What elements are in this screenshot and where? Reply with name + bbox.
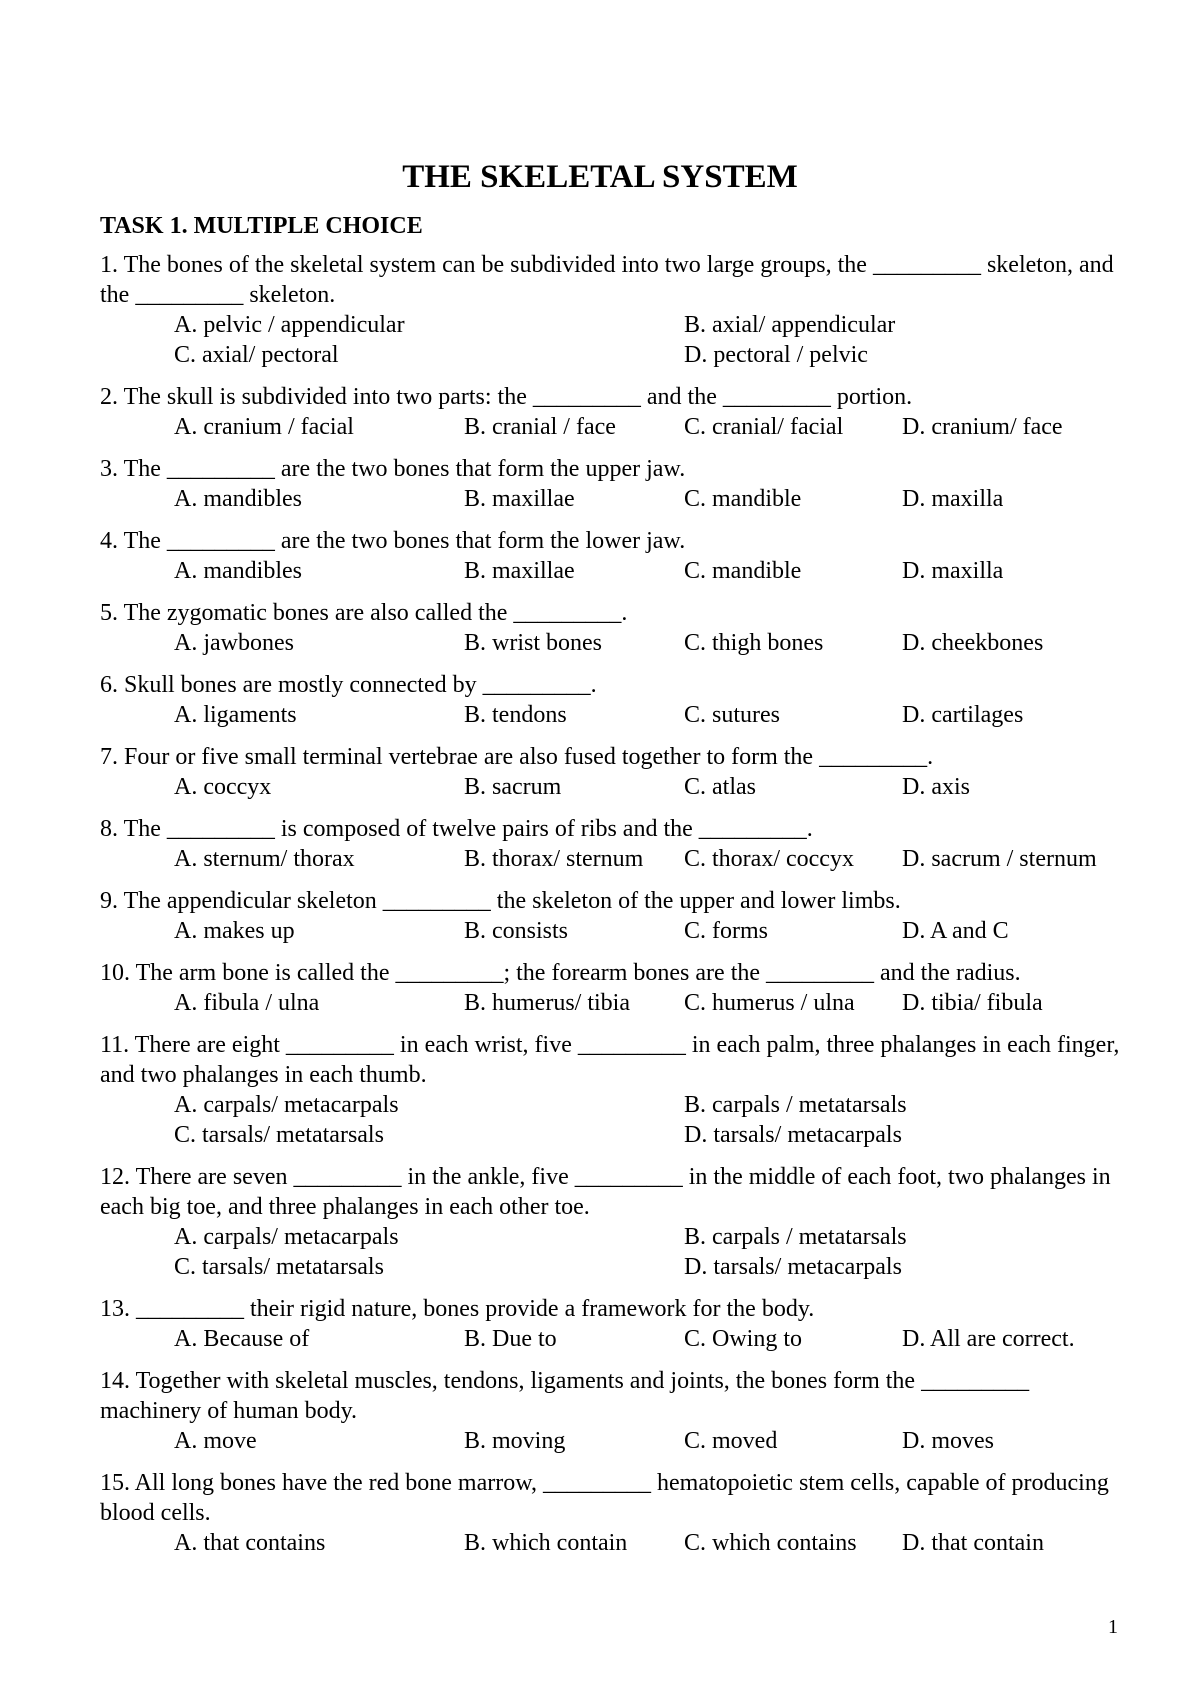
question-stem: 8. The _________ is composed of twelve pairs of ribs and the _________. [100,816,813,842]
answer-option-a: A. jawbones [174,630,294,656]
answer-option-c: C. moved [684,1428,778,1454]
answer-option-c: C. which contains [684,1530,857,1556]
question-stem: 3. The _________ are the two bones that form the upper jaw. [100,456,686,482]
question-stem: 1. The bones of the skeletal system can be subdivided into two large groups, the _________ skeleton, and the _________ skeleton. [100,252,1114,308]
page-title: THE SKELETAL SYSTEM [402,159,798,195]
question-stem: 4. The _________ are the two bones that form the lower jaw. [100,528,686,554]
answer-option-c: C. cranial/ facial [684,414,844,440]
answer-option-b: B. maxillae [464,558,575,584]
answer-option-d: D. pectoral / pelvic [684,342,868,368]
question-stem: 10. The arm bone is called the _________; the forearm bones are the _________ and the radius. [100,960,1021,986]
answer-option-c: C. axial/ pectoral [174,342,339,368]
answer-options [100,1426,1130,1456]
question-list [100,250,1130,1570]
answer-option-b: B. cranial / face [464,414,616,440]
question-stem: 5. The zygomatic bones are also called the _________. [100,600,628,626]
answer-option-a: A. pelvic / appendicular [174,312,405,338]
answer-option-d: D. cheekbones [902,630,1044,656]
answer-option-c: C. thorax/ coccyx [684,846,854,872]
answer-option-d: D. tarsals/ metacarpals [684,1254,902,1280]
answer-options [100,484,1130,514]
question-9 [100,886,1130,946]
question-stem: 11. There are eight _________ in each wrist, five _________ in each palm, three phalanges in each finger, and two phalanges in each thumb. [100,1032,1120,1088]
answer-option-a: A. sternum/ thorax [174,846,355,872]
answer-options [100,772,1130,802]
question-6 [100,670,1130,730]
answer-option-b: B. Due to [464,1326,557,1352]
answer-option-a: A. mandibles [174,486,302,512]
answer-option-a: A. makes up [174,918,295,944]
answer-options [100,310,1130,370]
question-3 [100,454,1130,514]
answer-option-d: D. tarsals/ metacarpals [684,1122,902,1148]
question-stem: 7. Four or five small terminal vertebrae are also fused together to form the _________. [100,744,934,770]
answer-option-c: C. tarsals/ metatarsals [174,1254,384,1280]
answer-option-a: A. carpals/ metacarpals [174,1092,399,1118]
answer-options [100,1222,1130,1282]
answer-option-b: B. humerus/ tibia [464,990,630,1016]
answer-option-b: B. moving [464,1428,566,1454]
answer-option-c: C. sutures [684,702,780,728]
question-stem: 13. _________ their rigid nature, bones provide a framework for the body. [100,1296,815,1322]
answer-options [100,628,1130,658]
question-12 [100,1162,1130,1282]
answer-options [100,1324,1130,1354]
answer-option-c: C. tarsals/ metatarsals [174,1122,384,1148]
answer-options [100,988,1130,1018]
answer-option-d: D. axis [902,774,970,800]
answer-option-b: B. wrist bones [464,630,602,656]
question-stem: 12. There are seven _________ in the ankle, five _________ in the middle of each foot, two phalanges in each big toe, and three phalanges in each other toe. [100,1164,1111,1220]
answer-option-d: D. that contain [902,1530,1044,1556]
answer-options [100,1528,1130,1558]
question-1 [100,250,1130,370]
answer-options [100,1090,1130,1150]
answer-option-a: A. coccyx [174,774,272,800]
question-5 [100,598,1130,658]
answer-option-b: B. maxillae [464,486,575,512]
answer-option-d: D. All are correct. [902,1326,1075,1352]
answer-option-b: B. consists [464,918,569,944]
answer-option-d: D. cartilages [902,702,1024,728]
answer-option-a: A. fibula / ulna [174,990,320,1016]
answer-option-c: C. mandible [684,486,802,512]
answer-option-b: B. tendons [464,702,567,728]
answer-option-b: B. carpals / metatarsals [684,1224,907,1250]
answer-option-d: D. A and C [902,918,1009,944]
answer-option-d: D. moves [902,1428,994,1454]
answer-option-c: C. humerus / ulna [684,990,855,1016]
question-2 [100,382,1130,442]
question-7 [100,742,1130,802]
answer-options [100,844,1130,874]
question-stem: 14. Together with skeletal muscles, tendons, ligaments and joints, the bones form the _________ machinery of human body. [100,1368,1030,1424]
answer-option-d: D. tibia/ fibula [902,990,1043,1016]
task-heading: TASK 1. MULTIPLE CHOICE [100,213,423,239]
question-15 [100,1468,1130,1558]
answer-option-a: A. carpals/ metacarpals [174,1224,399,1250]
answer-option-a: A. ligaments [174,702,297,728]
answer-option-a: A. move [174,1428,257,1454]
question-stem: 2. The skull is subdivided into two parts: the _________ and the _________ portion. [100,384,913,410]
question-11 [100,1030,1130,1150]
answer-option-a: A. Because of [174,1326,310,1352]
answer-option-a: A. mandibles [174,558,302,584]
answer-options [100,700,1130,730]
answer-option-d: D. maxilla [902,558,1004,584]
answer-option-d: D. sacrum / sternum [902,846,1097,872]
question-stem: 9. The appendicular skeleton _________ the skeleton of the upper and lower limbs. [100,888,901,914]
page-number: 1 [1108,1616,1118,1638]
answer-options [100,556,1130,586]
answer-option-d: D. maxilla [902,486,1004,512]
answer-option-c: C. Owing to [684,1326,803,1352]
answer-options [100,412,1130,442]
answer-option-b: B. sacrum [464,774,562,800]
question-stem: 6. Skull bones are mostly connected by _________. [100,672,597,698]
question-8 [100,814,1130,874]
answer-options [100,916,1130,946]
answer-option-a: A. that contains [174,1530,326,1556]
question-10 [100,958,1130,1018]
question-14 [100,1366,1130,1456]
question-4 [100,526,1130,586]
question-13 [100,1294,1130,1354]
answer-option-c: C. thigh bones [684,630,824,656]
answer-option-c: C. atlas [684,774,756,800]
answer-option-b: B. which contain [464,1530,628,1556]
answer-option-b: B. axial/ appendicular [684,312,896,338]
answer-option-b: B. carpals / metatarsals [684,1092,907,1118]
answer-option-c: C. forms [684,918,768,944]
answer-option-b: B. thorax/ sternum [464,846,644,872]
question-stem: 15. All long bones have the red bone marrow, _________ hematopoietic stem cells, capable of producing blood cells. [100,1470,1109,1526]
answer-option-d: D. cranium/ face [902,414,1063,440]
answer-option-c: C. mandible [684,558,802,584]
answer-option-a: A. cranium / facial [174,414,354,440]
